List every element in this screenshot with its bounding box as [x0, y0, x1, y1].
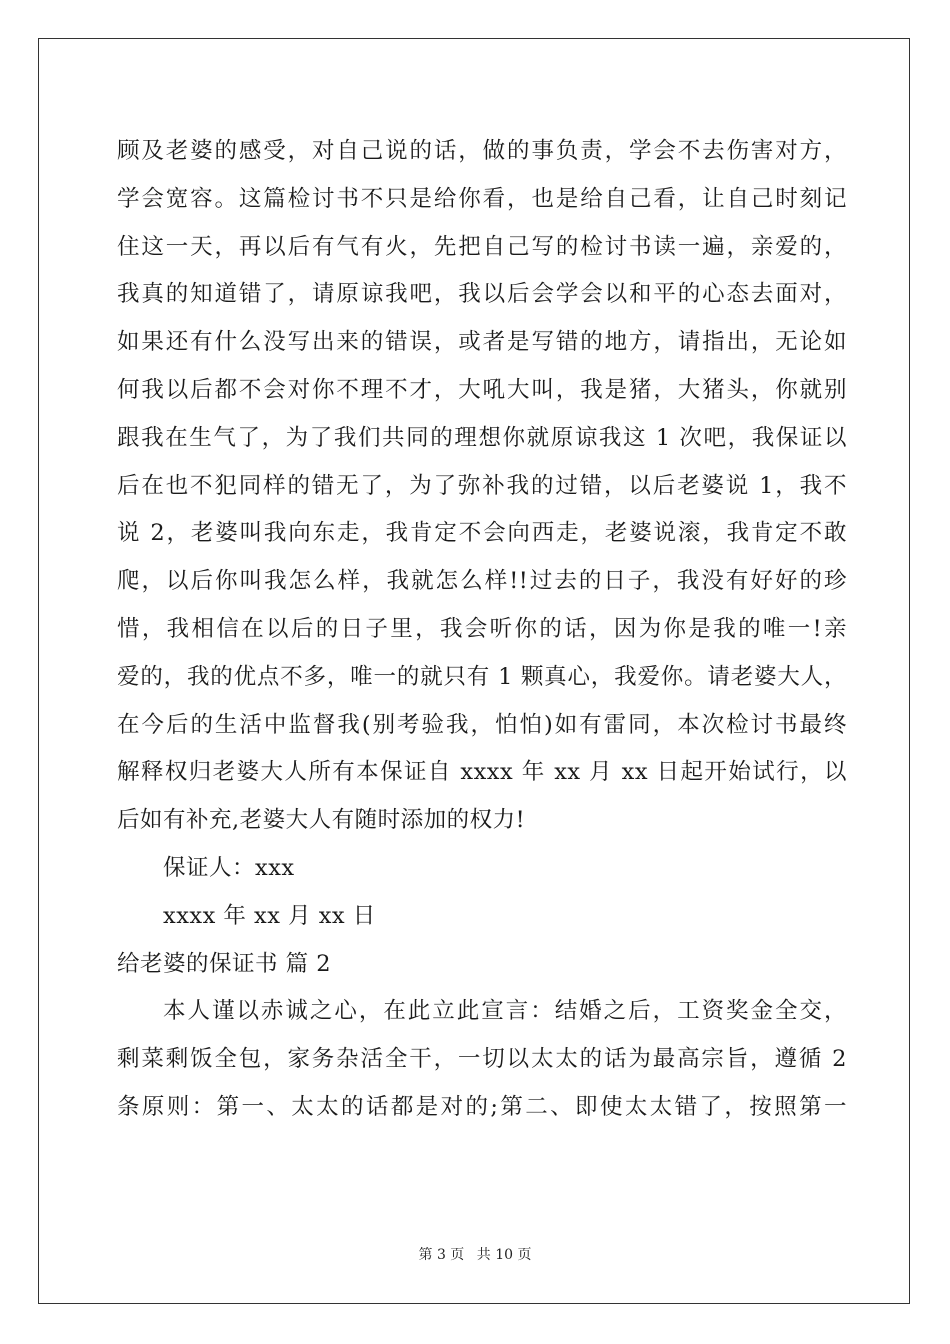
page-number: 第 3 页: [418, 1247, 465, 1263]
text-line: 我真的知道错了，请原谅我吧，我以后会学会以和平的心态去面对，: [117, 281, 847, 308]
text-line: 条原则：第一、太太的话都是对的;第二、即使太太错了，按照第一: [117, 1093, 847, 1120]
text-line: 解释权归老婆大人所有本保证自 xxxx 年 xx 月 xx 日起开始试行，以: [117, 759, 847, 786]
text-line: 后在也不犯同样的错无了，为了弥补我的过错，以后老婆说 1，我不: [117, 472, 847, 499]
text-line: 在今后的生活中监督我(别考验我，怕怕)如有雷同，本次检讨书最终: [117, 711, 847, 738]
page-total: 共 10 页: [476, 1247, 532, 1263]
document-body: [117, 128, 847, 1132]
text-line: 何我以后都不会对你不理不才，大吼大叫，我是猪，大猪头，你就别: [117, 376, 847, 403]
page-footer: [0, 1244, 950, 1264]
paragraph-2: [117, 988, 847, 1131]
paragraph-1: [117, 128, 847, 845]
text-line: 爬，以后你叫我怎么样，我就怎么样!!过去的日子，我没有好好的珍: [117, 568, 847, 595]
text-line: 惜，我相信在以后的日子里，我会听你的话，因为你是我的唯一!亲: [117, 615, 847, 642]
guarantor-signature: 保证人：xxx: [163, 854, 295, 881]
section-heading: 给老婆的保证书 篇 2: [117, 950, 332, 977]
text-line: 本人谨以赤诚之心，在此立此宣言：结婚之后，工资奖金全交，: [163, 998, 847, 1025]
signature-date: xxxx 年 xx 月 xx 日: [163, 902, 376, 929]
text-line: 说 2，老婆叫我向东走，我肯定不会向西走，老婆说滚，我肯定不敢: [117, 520, 847, 547]
text-line: 如果还有什么没写出来的错误，或者是写错的地方，请指出，无论如: [117, 329, 847, 356]
text-line: 后如有补充,老婆大人有随时添加的权力!: [117, 807, 526, 834]
text-line: 住这一天，再以后有气有火，先把自己写的检讨书读一遍，亲爱的，: [117, 233, 847, 260]
text-line: 顾及老婆的感受，对自己说的话，做的事负责，学会不去伤害对方，: [117, 138, 847, 164]
text-line: 学会宽容。这篇检讨书不只是给你看，也是给自己看，让自己时刻记: [117, 185, 847, 212]
text-line: 跟我在生气了，为了我们共同的理想你就原谅我这 1 次吧，我保证以: [117, 424, 847, 451]
text-line: 爱的，我的优点不多，唯一的就只有 1 颗真心，我爱你。请老婆大人，: [117, 663, 847, 690]
text-line: 剩菜剩饭全包，家务杂活全干，一切以太太的话为最高宗旨，遵循 2: [117, 1046, 847, 1073]
